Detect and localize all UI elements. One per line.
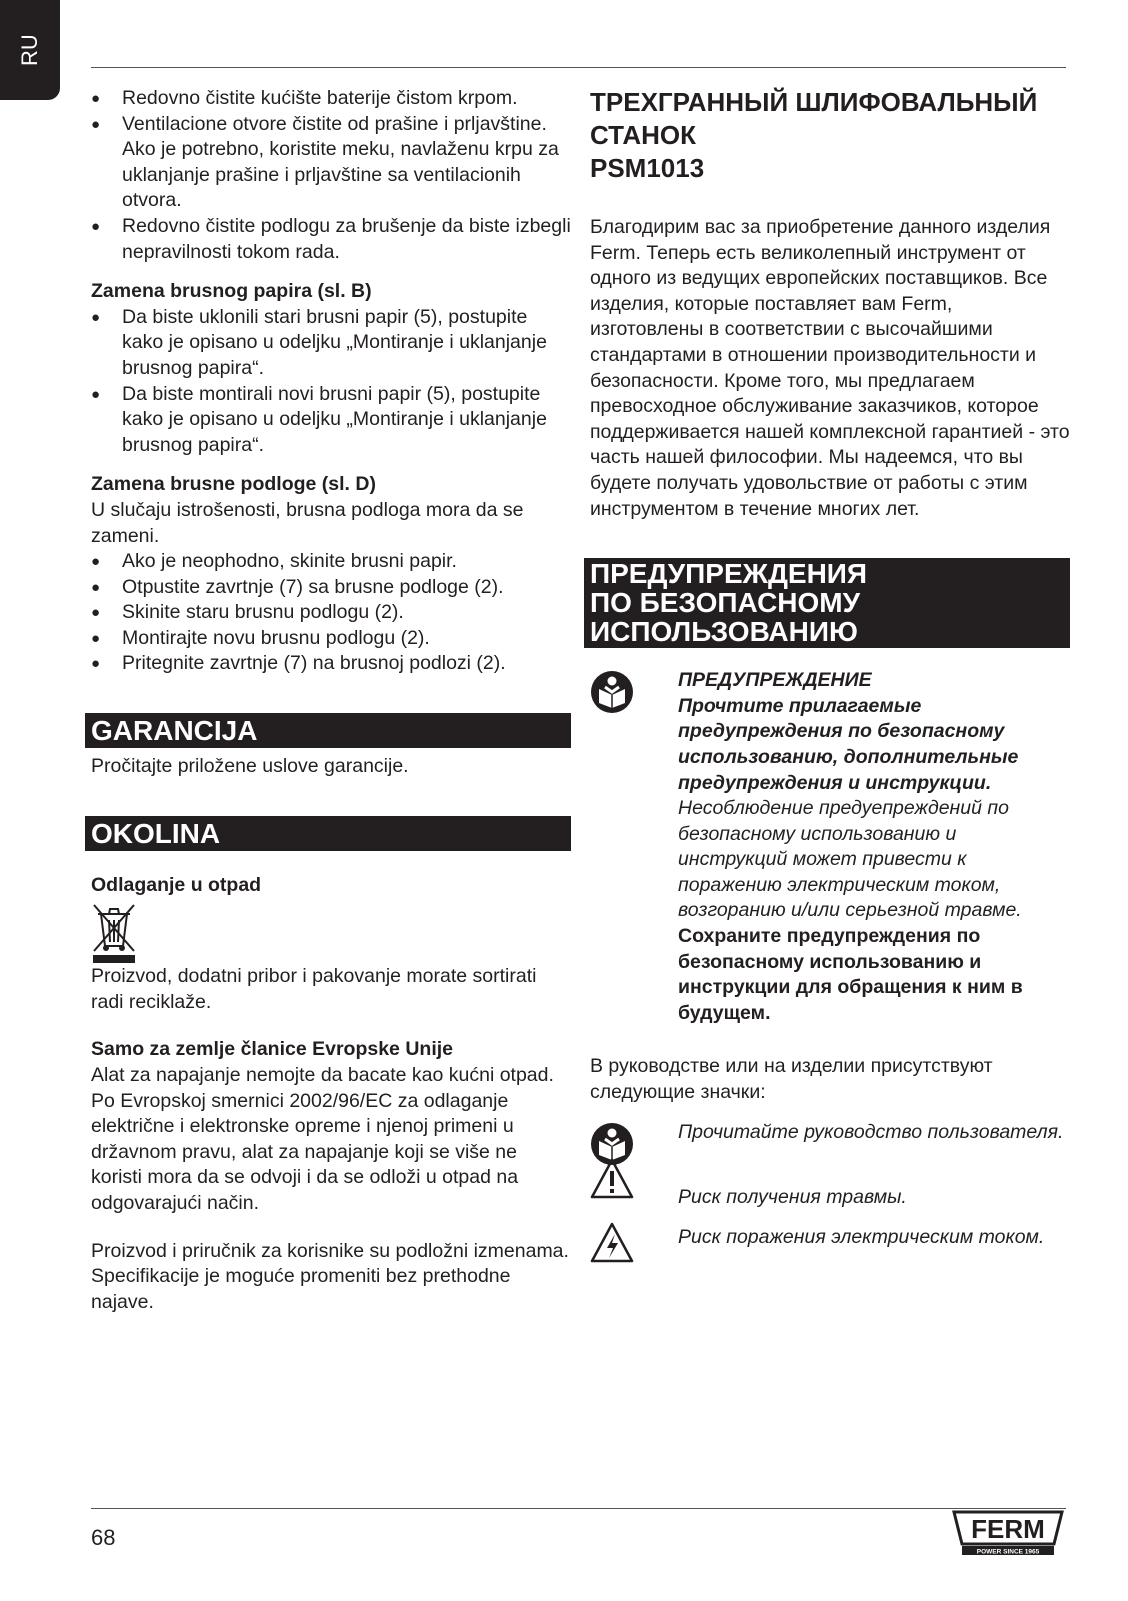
- list-item: ● Da biste uklonili stari brusni papir (5), postupite kako je opisano u odeljku „Montiranje i uklanjanje brusnog papira“.: [91, 305, 571, 382]
- pad-heading: Zamena brusne podloge (sl. D): [91, 473, 376, 496]
- list-item: ● Otpustite zavrtnje (7) sa brusne podloge (2).: [91, 575, 571, 601]
- section-title-line: ИСПОЛЬЗОВАНИЮ: [590, 616, 858, 648]
- garancija-text: Pročitajte priložene uslove garancije.: [91, 755, 409, 778]
- paper-heading: Zamena brusnog papira (sl. B): [91, 280, 372, 303]
- footer-rule: [91, 1508, 1066, 1509]
- symbol-row-manual: [590, 1120, 1070, 1146]
- symbol-row-shock: [590, 1225, 1070, 1251]
- warning-triangle-icon: [590, 1157, 634, 1201]
- model-number: PSM1013: [590, 153, 705, 183]
- list-item: ● Redovno čistite kućište baterije čistom krpom.: [91, 86, 571, 112]
- section-title-line: ПО БЕЗОПАСНОМУ: [590, 587, 861, 619]
- list-item: ● Da biste montirali novi brusni papir (5), postupite kako je opisano u odeljku „Montiranje i uklanjanje brusnog papira“.: [91, 382, 571, 459]
- intro-text: Благодирим вас за приобретение данного изделия Ferm. Теперь есть великолепный инструмент от одного из ведущих европейских поставщиков. Все изделия, которые поставляет вам Ferm, изготовлены в соответствии с высочайшими стандартами в отношении производительности и безопасности. Кроме того, мы предлагаем превосходное обслуживание заказчиков, которое поддерживается нашей комплексной гарантией - это часть нашей философии. Мы надеемся, что вы будете получать удовольствие от работы с этим инструментом в течение многих лет.: [590, 216, 1070, 520]
- left-column: [91, 86, 571, 1315]
- logo-wordmark: FERM: [971, 1514, 1045, 1544]
- pad-intro: U slučaju istrošenosti, brusna podloga mora da se zameni.: [91, 498, 524, 547]
- section-title-line: ПРЕДУПРЕЖДЕНИЯ: [590, 558, 868, 590]
- list-item: ● Pritegnite zavrtnje (7) na brusnoj podlozi (2).: [91, 651, 571, 677]
- right-column: [590, 86, 1070, 1250]
- maintenance-list: [91, 86, 571, 265]
- okolina-section-title: OKOLINA: [85, 816, 571, 851]
- list-item: ● Montirajte novu brusnu podlogu (2).: [91, 626, 571, 652]
- warning-block: [590, 668, 1070, 1026]
- warning-bold-text: Прочтите прилагаемые предупреждения по безопасному использованию, дополнительные предупреждения и инструкции.: [678, 694, 1019, 794]
- language-tab: [0, 0, 60, 100]
- garancija-section-title: GARANCIJA: [85, 713, 571, 748]
- list-item: ● Ako je neophodno, skinite brusni papir.: [91, 549, 571, 575]
- page-number: 68: [91, 1525, 116, 1550]
- disposal-heading: Odlaganje u otpad: [91, 873, 262, 896]
- symbol-row-injury: [590, 1185, 1070, 1211]
- symbol-shock-text: Риск поражения электрическим током.: [678, 1225, 1045, 1248]
- safety-section-title: [584, 558, 1070, 648]
- product-title: [590, 86, 1070, 185]
- disposal-text: Proizvod, dodatni pribor i pakovanje morate sortirati radi reciklaže.: [91, 965, 537, 1013]
- language-code: RU: [17, 34, 42, 66]
- weee-bin-icon: [91, 902, 137, 964]
- symbols-intro: В руководстве или на изделии присутствуют следующие значки:: [590, 1055, 993, 1104]
- electric-shock-icon: [590, 1221, 634, 1265]
- changes-text: Proizvod i priručnik za korisnike su podložni izmenama. Specifikacije je moguće promeniti bez prethodne najave.: [91, 1239, 569, 1313]
- list-item: ● Redovno čistite podlogu za brušenje da biste izbegli nepravilnosti tokom rada.: [91, 214, 571, 265]
- logo-tagline: POWER SINCE 1965: [976, 1548, 1040, 1556]
- top-rule: [91, 67, 1066, 68]
- symbol-injury-text: Риск получения травмы.: [678, 1186, 907, 1209]
- list-item: ● Skinite staru brusnu podlogu (2).: [91, 600, 571, 626]
- paper-list: [91, 305, 571, 459]
- list-item: ● Ventilacione otvore čistite od prašine i prljavštine. Ako je potrebno, koristite meku, navlaženu krpu za uklanjanje prašine i prljavštine sa ventilacionih otvora.: [91, 112, 571, 214]
- warning-heading: ПРЕДУПРЕЖДЕНИЕ: [678, 669, 872, 692]
- title-line: ТРЕХГРАННЫЙ ШЛИФОВАЛЬНЫЙ: [590, 87, 1038, 117]
- warning-italic-text: Несоблюдение предуепреждений по безопасному использованию и инструкций может привести к поражению электрическим током, возгоранию и/или серьезной травме.: [678, 797, 1022, 922]
- eu-heading: Samo za zemlje članice Evropske Unije: [91, 1038, 453, 1061]
- warning-keep-text: Сохраните предупреждения по безопасному использованию и инструкции для обращения к ним в будущем.: [678, 925, 1023, 1024]
- symbol-manual-text: Прочитайте руководство пользователя.: [678, 1120, 1064, 1143]
- eu-text: Alat za napajanje nemojte da bacate kao kućni otpad. Po Evropskoj smernici 2002/96/EC za odlaganje električne i elektronske opreme i njenoj primeni u državnom pravu, alat za napajanje koji se više ne koristi mora da se odvoji i da se odloži u otpad na odgovarajući način.: [91, 1064, 554, 1214]
- ferm-logo: [950, 1508, 1066, 1558]
- pad-list: [91, 549, 571, 677]
- title-line: СТАНОК: [590, 120, 697, 150]
- read-manual-icon: [590, 670, 634, 714]
